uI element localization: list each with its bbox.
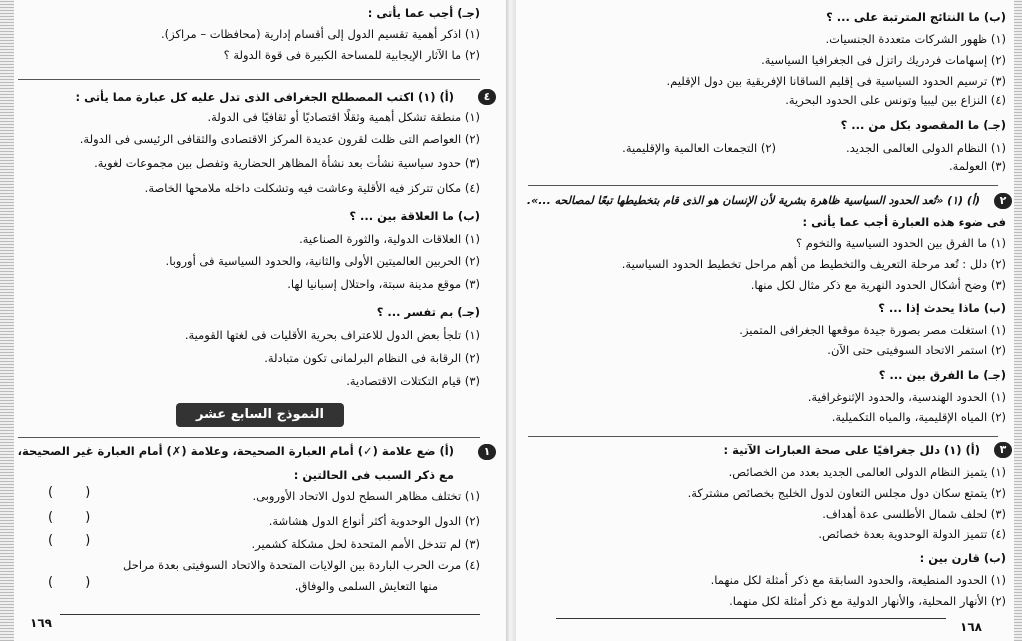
question-number-badge: ١ [478, 444, 496, 460]
question-item: (٢) الدول الوحدوية أكثر أنواع الدول هشاشة. [268, 514, 480, 528]
page-edge [0, 0, 14, 641]
right-page [516, 0, 1022, 641]
question-number-badge: ٢ [994, 193, 1012, 209]
question-item: (٤) مرت الحرب الباردة بين الولايات المتحدة والاتحاد السوفيتى بعدة مراحل [123, 558, 480, 572]
answer-parentheses[interactable]: ( ) [48, 575, 105, 590]
question-item: (٤) النزاع بين ليبيا وتونس على الحدود البحرية. [785, 93, 1006, 107]
divider [18, 79, 480, 80]
question-item: (٢) التجمعات العالمية والإقليمية. [622, 141, 776, 155]
question-item: (١) تختلف مظاهر السطح لدول الاتحاد الأوروبى. [252, 489, 480, 503]
question-item: (١) الحدود الهندسية، والحدود الإثنوغرافية. [807, 390, 1006, 404]
page-number: ١٦٩ [30, 616, 52, 630]
question-item: (١) تلجأ بعض الدول للاعتراف بحرية الأقليات فى لغتها القومية. [184, 328, 480, 342]
question-number-badge: ٤ [478, 89, 496, 105]
question-item: (١) منطقة تشكل أهمية وثقلًا اقتصاديًا أو ثقافيًا فى الدولة. [207, 110, 480, 124]
question-item: (٣) العولمة. [949, 159, 1006, 173]
question-number-badge: ٣ [994, 442, 1012, 458]
question-item: (١) الحدود المنطيعة، والحدود السابقة مع ذكر أمثلة لكل منهما. [710, 573, 1006, 587]
question-item: (٢) الرقابة فى النظام البرلمانى تكون متبادلة. [264, 351, 480, 365]
question-item: (٣) موقع مدينة سبتة، واحتلال إسبانيا لها. [287, 277, 480, 291]
question-item: (١) يتميز النظام الدولى العالمى الجديد بعدد من الخصائص. [728, 465, 1006, 479]
answer-parentheses[interactable]: ( ) [48, 485, 105, 500]
question-item: (٢) إسهامات فردريك راتزل فى الجغرافيا السياسية. [761, 53, 1006, 67]
left-page [0, 0, 506, 641]
question-item: (٢) الأنهار المحلية، والأنهار الدولية مع ذكر أمثلة لكل منهما. [729, 594, 1006, 608]
question-heading: (ب) ما العلاقة بين ... ؟ [349, 209, 480, 223]
question-item: (٤) تتميز الدولة الوحدوية بعدة خصائص. [818, 527, 1006, 541]
question-heading: (جـ) أجب عما يأتى : [367, 6, 480, 20]
question-item: (٣) ترسيم الحدود السياسية فى إقليم الساقانا الإفريقية بين دول الإقليم. [666, 74, 1006, 88]
question-heading: (ب) ما النتائج المترتبة على ... ؟ [826, 10, 1006, 24]
question-heading: (ب) ماذا يحدث إذا ... ؟ [878, 301, 1006, 315]
question-item: (٢) دلل : تُعد مرحلة التعريف والتخطيط من أهم مراحل تخطيط الحدود السياسية. [621, 257, 1006, 271]
question-heading: (أ) (١) «تُعد الحدود السياسية ظاهرة بشرية لأن الإنسان هو الذى قام بتخطيطها تبعًا لمصالحه ...». [526, 194, 980, 207]
question-heading: (جـ) بم تفسر ... ؟ [376, 305, 480, 319]
question-heading: (جـ) ما المقصود بكل من ... ؟ [840, 118, 1006, 132]
answer-parentheses[interactable]: ( ) [48, 510, 105, 525]
divider [528, 436, 998, 437]
question-item: (٣) حدود سياسية نشأت بعد نشأة المظاهر الحضارية وتفصل بين مجموعات لغوية. [94, 156, 480, 170]
question-item: (٣) وضح أشكال الحدود النهرية مع ذكر مثال لكل منها. [750, 278, 1006, 292]
question-heading: (أ) ضع علامة (✓) أمام العبارة الصحيحة، وعلامة (✗) أمام العبارة غير الصحيحة، [17, 444, 454, 458]
section-title-banner: النموذج السابع عشر [176, 403, 344, 427]
question-item: (١) اذكر أهمية تقسيم الدول إلى أقسام إدارية (محافظات – مراكز). [161, 27, 480, 41]
question-item: (١) ما الفرق بين الحدود السياسية والتخوم ؟ [796, 236, 1006, 250]
question-item: (٢) المياه الإقليمية، والمياه التكميلية. [831, 410, 1006, 424]
page-number: ١٦٨ [960, 620, 982, 634]
question-heading: (أ) (١) دلل جغرافيًا على صحة العبارات الآتية : [723, 443, 980, 457]
answer-parentheses[interactable]: ( ) [48, 533, 105, 548]
question-item: (٤) مكان تتركز فيه الأقلية وعاشت فيه وتشكلت داخله ملامحها الخاصة. [144, 181, 480, 195]
divider [18, 437, 480, 438]
question-item: (١) النظام الدولى العالمى الجديد. [846, 141, 1006, 155]
footer-line [556, 618, 946, 619]
question-subheading: فى ضوء هذه العبارة أجب عما يأتى : [802, 215, 1006, 229]
question-item-continued: منها التعايش السلمى والوفاق. [294, 579, 438, 593]
question-item: (١) استغلت مصر بصورة جيدة موقعها الجغرافى المتميز. [739, 323, 1006, 337]
divider [528, 185, 998, 186]
question-item: (٣) قيام التكتلات الاقتصادية. [346, 374, 480, 388]
question-item: (٢) الحربين العالميتين الأولى والثانية، والحدود السياسية فى أوروبا. [165, 254, 480, 268]
question-item: (٣) لحلف شمال الأطلسى عدة أهداف. [822, 507, 1006, 521]
question-heading: (ب) قارن بين : [919, 551, 1006, 565]
question-item: (٢) العواصم التى ظلت لقرون عديدة المركز الاقتصادى والثقافى الرئيسى فى الدولة. [79, 132, 480, 146]
book-gutter [506, 0, 516, 641]
question-heading: (أ) (١) اكتب المصطلح الجغرافى الذى تدل عليه كل عبارة مما يأتى : [75, 90, 454, 104]
page-edge [1014, 0, 1022, 641]
question-item: (١) العلاقات الدولية، والثورة الصناعية. [299, 232, 480, 246]
question-subheading: مع ذكر السبب فى الحالتين : [293, 468, 454, 482]
question-item: (٢) ما الآثار الإيجابية للمساحة الكبيرة فى قوة الدولة ؟ [223, 48, 480, 62]
question-item: (١) ظهور الشركات متعددة الجنسيات. [825, 32, 1006, 46]
footer-line [60, 614, 480, 615]
question-heading: (جـ) ما الفرق بين ... ؟ [878, 368, 1006, 382]
question-item: (٣) لم تتدخل الأمم المتحدة لحل مشكلة كشمير. [251, 537, 480, 551]
question-item: (٢) يتمتع سكان دول مجلس التعاون لدول الخليج بخصائص مشتركة. [687, 486, 1006, 500]
question-item: (٢) استمر الاتحاد السوفيتى حتى الآن. [827, 343, 1006, 357]
